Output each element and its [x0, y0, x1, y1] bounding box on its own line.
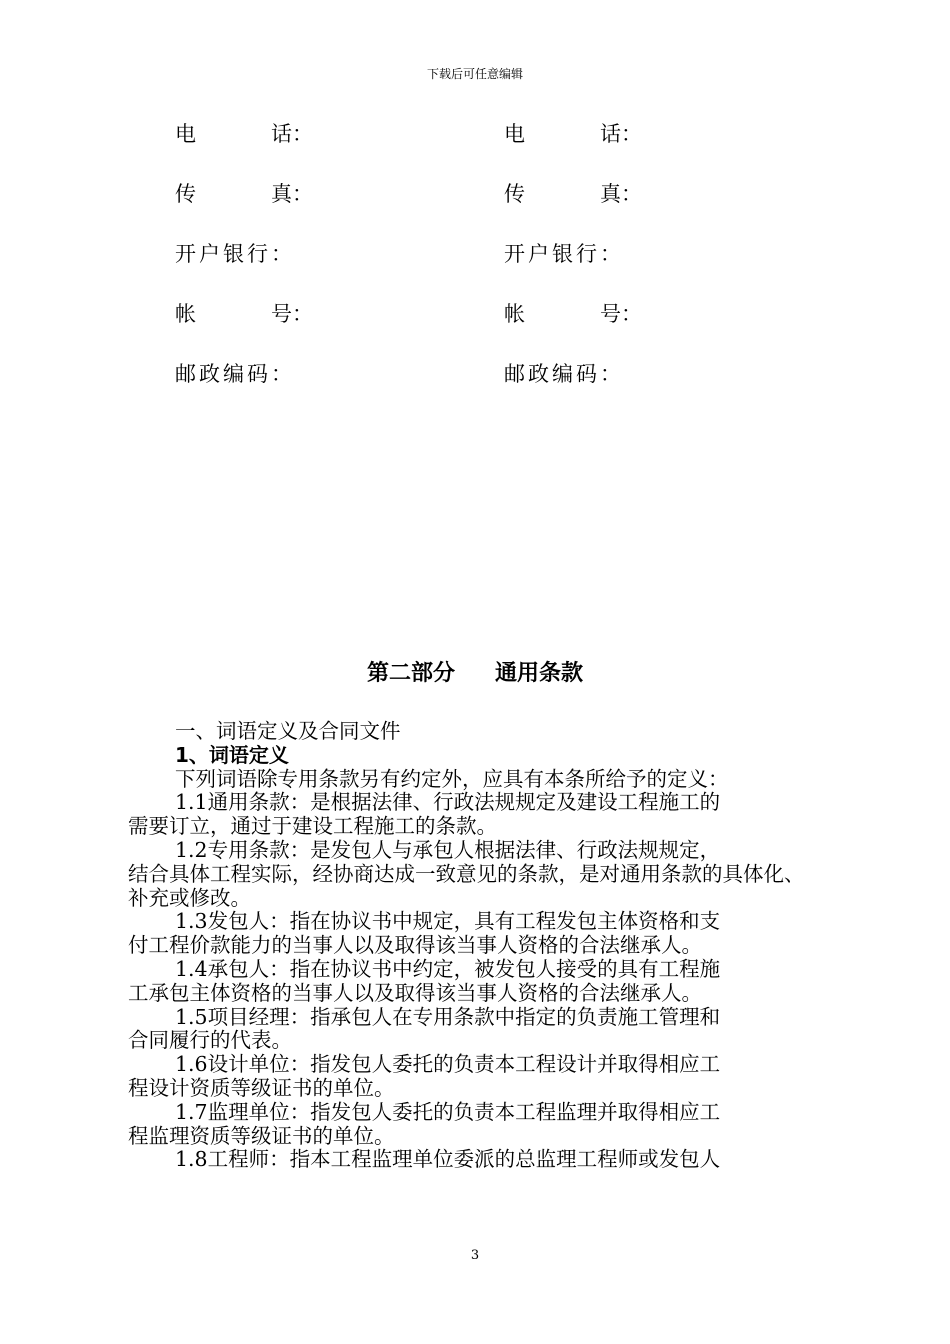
section-title: [0, 656, 950, 687]
fax-label-b-2: 真：: [600, 182, 642, 206]
definitions-heading: 1、词语定义: [175, 742, 289, 767]
phone-row: [175, 118, 775, 178]
bank-label: 开户银行：: [175, 242, 295, 266]
definition-item-2-rest: 结合具体工程实际，经协商达成一致意见的条款，是对通用条款的具体化、补充或修改。: [128, 861, 805, 910]
definition-item-2-first: 1.2专用条款：是发包人与承包人根据法律、行政法规规定，: [175, 837, 721, 862]
account-label-b-2: 号：: [600, 302, 642, 326]
chapter-heading: 一、词语定义及合同文件: [175, 719, 401, 743]
definition-item-1-rest: 需要订立，通过于建设工程施工的条款。: [128, 814, 497, 839]
fax-label-b: 真：: [271, 182, 313, 206]
contact-info-block: [175, 118, 775, 418]
definition-item-4-first: 1.4承包人：指在协议书中约定，被发包人接受的具有工程施: [175, 956, 721, 981]
definition-item-1-first: 1.1通用条款：是根据法律、行政法规规定及建设工程施工的: [175, 790, 721, 815]
definitions-intro: 下列词语除专用条款另有约定外，应具有本条所给予的定义：: [175, 766, 729, 791]
bank-row: [175, 238, 775, 298]
account-row: [175, 298, 775, 358]
section-name: 通用条款: [495, 661, 584, 686]
definition-item-6-rest: 程设计资质等级证书的单位。: [128, 1075, 395, 1100]
fax-row: [175, 178, 775, 238]
phone-label-a: 电: [175, 122, 196, 146]
definition-item-6-first: 1.6设计单位：指发包人委托的负责本工程设计并取得相应工: [175, 1052, 721, 1077]
page-number: 3: [470, 1248, 480, 1263]
definition-item-3-first: 1.3发包人：指在协议书中规定，具有工程发包主体资格和支: [175, 909, 721, 934]
account-label-b: 号：: [271, 302, 313, 326]
postcode-row: [175, 358, 775, 418]
definition-item-3-rest: 付工程价款能力的当事人以及取得该当事人资格的合法继承人。: [128, 933, 702, 958]
postcode-label-2: 邮政编码：: [504, 362, 624, 386]
definition-item-7-rest: 程监理资质等级证书的单位。: [128, 1123, 395, 1148]
definition-item-8-first: 1.8工程师：指本工程监理单位委派的总监理工程师或发包人: [175, 1147, 721, 1172]
definition-item-4-rest: 工承包主体资格的当事人以及取得该当事人资格的合法继承人。: [128, 980, 702, 1005]
postcode-label: 邮政编码：: [175, 362, 295, 386]
fax-label-a: 传: [175, 182, 196, 206]
account-label-a-2: 帐: [504, 302, 525, 326]
phone-label-b: 话：: [271, 122, 313, 146]
fax-label-a-2: 传: [504, 182, 525, 206]
document-body: [128, 720, 823, 1172]
bank-label-2: 开户银行：: [504, 242, 624, 266]
phone-label-a-2: 电: [504, 122, 525, 146]
section-part: 第二部分: [366, 661, 455, 686]
phone-label-b-2: 话：: [600, 122, 642, 146]
page-header-note: 下载后可任意编辑: [426, 67, 523, 81]
definition-item-5-rest: 合同履行的代表。: [128, 1028, 292, 1053]
definition-item-7-first: 1.7监理单位：指发包人委托的负责本工程监理并取得相应工: [175, 1099, 721, 1124]
account-label-a: 帐: [175, 302, 196, 326]
definition-item-5-first: 1.5项目经理：指承包人在专用条款中指定的负责施工管理和: [175, 1004, 721, 1029]
